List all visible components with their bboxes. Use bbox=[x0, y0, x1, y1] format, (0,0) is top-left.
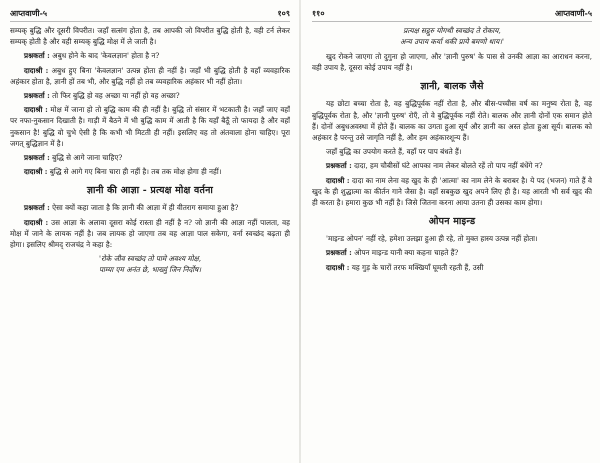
left-page bbox=[10, 0, 290, 463]
left-para-2: दादाश्री : अबुध हुए बिना 'केवलज्ञान' उत्पन्न होता ही नहीं है। जहाँ भी बुद्धि होती है वहाँ व्यवहारिक अहंकार होता है, ज्ञानी हों तब भी, और बुद्धि नहीं हो तब व्यवहारिक अहंकार भी नहीं होता। bbox=[10, 65, 290, 86]
right-s2-para-1: प्रश्नकर्ता : ओपन माइन्ड यानी क्या कहना चाहते हैं? bbox=[326, 248, 459, 258]
left-verse bbox=[10, 253, 290, 275]
left-para-3: प्रश्नकर्ता : तो फिर बुद्धि हो वह अच्छा या नहीं हो वह अच्छा? bbox=[24, 91, 180, 101]
right-page-number: ११० bbox=[312, 8, 325, 18]
right-page bbox=[312, 0, 592, 463]
left-page-number: १०९ bbox=[277, 8, 290, 18]
right-verse bbox=[312, 25, 592, 47]
right-section2-body bbox=[312, 233, 592, 273]
right-s2-para-2: दादाश्री : यह गुड़ के चारों तरफ मक्खियाँ घूमती रहती हैं, उसी bbox=[326, 262, 484, 272]
right-s1-para-0: यह छोटा बच्चा रोता है, वह बुद्धिपूर्वक नहीं रोता है, और बीस-पच्चीस वर्ष का मनुष्य रोता है, वह बुद्धिपूर्वक रोता है, और 'ज्ञानी पुरुष' रोएँ, तो वे बुद्धिपूर्वक नहीं रोते। बालक और ज्ञानी दोनों एक समान होते हैं। दोनों अबुधअवस्था में होते हैं। बालक का उगता हुआ सूर्य और ज्ञानी का अस्त होता हुआ सूर्य। बालक को अहंकार है परन्तु उसे जागृति नहीं है, और हम अहंकारशून्य हैं। bbox=[312, 99, 592, 143]
left-para-4: दादाश्री : मोक्ष में जाना हो तो बुद्धि काम की ही नहीं है। बुद्धि तो संसार में भटकाती है। जहाँ जाए वहाँ पर नफा-नुकसान दिखाती है। गाड़ी में बैठने में भी बुद्धि काम में आती है कि यहाँ बैठूँ तो फायदा है और वहाँ नुकसान है! बुद्धि वो चुभे ऐसी है कि कभी भी मिटती ही नहीं। इसलिए वह तो अंतवाला होना चाहिए। पूरा जगत् बुद्धिज्ञान में है। bbox=[10, 105, 290, 148]
left-section-para-1: दादाश्री : उस आज्ञा के अलावा दूसरा कोई रास्ता ही नहीं है न? जो ज्ञानी की आज्ञा नहीं पालता, वह मोक्ष में जाने के लायक नहीं है। जब लायक हो जाएगा तब वह आज्ञा पाल सकेगा, वर्ना स्वच्छंद बढ़ता ही होगा। इसलिए श्रीमद् राजचंद्र ने कहा है: bbox=[10, 217, 290, 250]
left-running-head bbox=[10, 8, 290, 22]
left-para-0: सम्यक् बुद्धि और दूसरी विपरीत। जहाँ सत्संग होता है, तब आपकी जो विपरीत बुद्धि होती है, वही टर्न लेकर सम्यक् होती है और वही सम्यक् बुद्धि मोक्ष में ले जाती है। bbox=[10, 26, 290, 47]
left-section-heading: ज्ञानी की आज्ञा - प्रत्यक्ष मोक्ष वर्तना bbox=[86, 185, 214, 197]
right-s1-para-1: जहाँ बुद्धि का उपयोग करते हैं, वहाँ पर पाप बंधते हैं। bbox=[326, 147, 462, 157]
right-section1-heading: ज्ञानी, बालक जैसे bbox=[420, 81, 484, 93]
left-header-title: आप्तवाणी-५ bbox=[10, 8, 48, 18]
left-verse-line-0: 'रोके जीव स्वच्छंद तो पामे अवश्य मोक्ष, bbox=[99, 254, 201, 264]
right-intro-paragraph: खुद रोकने जाएगा तो दुगुना हो जाएगा, और 'ज्ञानी पुरुष' के पास से उनकी आज्ञा का आराधन करना, वही उपाय है, दूसरा कोई उपाय नहीं है। bbox=[312, 52, 592, 73]
right-verse-line-0: प्रत्यक्ष सद्गुरु योगथी स्वच्छंद ते रोकाय, bbox=[403, 26, 501, 35]
right-running-head bbox=[312, 8, 592, 22]
left-verse-line-1: पाम्या एम अनंत छे, भाख्युं जिन निर्दोष। bbox=[98, 265, 202, 275]
right-s2-para-0: 'माइन्ड ओपन' नहीं रहे, हमेशा उलझा हुआ ही रहे, तो मुक्त हास्य उत्पन्न नहीं होता। bbox=[326, 234, 538, 244]
left-para-6: दादाश्री : बुद्धि से आगे गए बिना चारा ही नहीं है। तब तक मोक्ष होगा ही नहीं। bbox=[24, 167, 222, 177]
right-section2-heading: ओपन माइन्ड bbox=[428, 216, 476, 228]
left-para-5: प्रश्नकर्ता : बुद्धि से आगे जाना चाहिए? bbox=[24, 153, 123, 163]
book-gutter bbox=[299, 0, 301, 463]
right-s1-para-2: प्रश्नकर्ता : दादा, हम चौबीसों घंटे आपका नाम लेकर बोलते रहें तो पाप नहीं बंधेंगे न? bbox=[326, 161, 543, 171]
left-section-body bbox=[10, 202, 290, 250]
right-section1-body bbox=[312, 98, 592, 208]
left-section-para-0: प्रश्नकर्ता : ऐसा क्यों कहा जाता है कि ज्ञानी की आज्ञा में ही वीतराग समाया हुआ है? bbox=[24, 203, 239, 213]
right-header-title: आप्तवाणी-५ bbox=[554, 8, 592, 18]
left-para-1: प्रश्नकर्ता : अबुध होने के बाद 'केवलज्ञान' होता है न? bbox=[24, 51, 160, 61]
left-body bbox=[10, 25, 290, 177]
right-verse-line-1: अन्य उपाय कर्या थकी प्राये बमणो थाय।' bbox=[400, 37, 504, 46]
right-s1-para-3: दादाश्री : दादा का नाम लेना वह खुद के ही 'आत्मा' का नाम लेने के बराबर है। ये पद (भजन) गाते हैं वे खुद के ही शुद्धात्मा का कीर्तन गाने जैसा है। वहाँ सबकुछ खुद अपने लिए ही है। यह आरती भी सर्व खुद की ही करता है। हमारा कुछ भी नहीं है। जिसे जितना करना आया उतना ही उसका काम होगा। bbox=[312, 175, 592, 208]
